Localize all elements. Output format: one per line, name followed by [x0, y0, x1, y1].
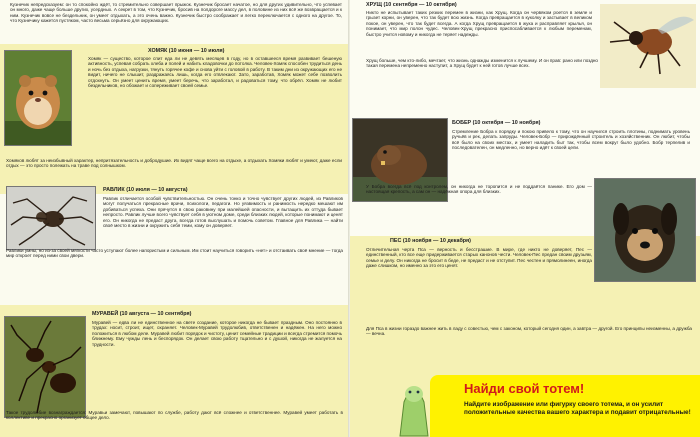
ant-tail: Такое трудолюбие вознаграждается: Муравьи замечают, повышают по службе, работу дают всё сложнее и ответственнее. Муравей умеет работать в коллективе и прекрасно организует общее дело. [6, 410, 343, 421]
dog-tail: Для Пса в жизни гораздо важнее жить в ладу с совестью, чем с законом, который сегодня один, а завтра — другой. Его принципы неизменны, а дружба — вечна. [366, 326, 692, 337]
totem-figurine [394, 372, 434, 437]
spider-title: РАВЛИК (10 июля — 10 августа) [103, 187, 188, 193]
spider-photo [6, 186, 96, 250]
hamster-text: Хомяк — существо, которое спит еда ли не девять месяцев в году, но в оставшееся время развивает бешеную активность, успевая собрать хлеба и полей и набить кладовочки до потолка. Человек-Хомяк способен трудиться день и ночь без отдыха, нагрузки, тянуть горячее кофе и снова уйти с головой в работу. В таким дни из окружающих его не видит, ничего не слышит, раздражаясь лишь, когда его отвлекают. Зато, заработав, Хомяк может себе позволить отдохнуть. Он умеет ценить время, умеет беречь, что заработал, и радоваться тому, что обрёл. Хомяк не любит бездельников, но обожает и сопереживает своей семье. [88, 56, 342, 89]
ant-text: Муравей — едва ли не единственное на свете создание, которое никогда не бывает праздным. Оно постоянно в трудах: носит, строит, ищет, охраняет. Человек-Муравей трудолюбив, ответственен и надёжен. На него можно положиться в любом деле. Муравей любит порядок и чистоту, ценит семейные традиции и всегда стремится помочь ближнему. Ему чужды лень и беспорядок. Он делает свою работу тщательно и с душой, никогда не жалуется на трудности. [92, 320, 342, 347]
dog-title: ПЕС (10 ноября — 10 декабря) [390, 238, 471, 244]
ant-title: МУРАВЕЙ (10 августа — 10 сентября) [92, 311, 192, 317]
beaver-title: БОБЕР (10 октября — 10 ноября) [452, 120, 541, 126]
ant-photo [4, 316, 86, 418]
right-page [350, 0, 700, 437]
dog-photo [594, 178, 696, 282]
beetle-photo [600, 4, 696, 88]
totem-banner [430, 375, 700, 437]
beaver-tail: У Бобра всегда всё под контролем, он никогда не торопится и не поддаётся панике. Его дом — настоящая крепость, а сам он — надёжная опора для близких. [366, 184, 592, 195]
mole-tail: Хрущ больше, чем кто-либо, мечтает, что жизнь однажды изменится к лучшему. И он прав: рано или поздно такая перемена непременно наступит, а Хрущ будет к ней готов лучше всех. [366, 58, 598, 69]
hamster-title: ХОМЯК (10 июня — 10 июля) [148, 48, 225, 54]
mole-text: Никто не испытывает таких резких перемен в жизни, как Хрущ. Когда он червяком роется в земле и грызет корни, он уверен, что так будет всю жизнь. Когда превращается в куколку и застывает в великом покое, он уверен, что так будет всегда. А когда Хрущ превращается в жука и расправляет крылья, он понимает, что мир полон чудес. Человек-Хрущ прекрасно приспосабливается к любым переменам, быстро учится новому и никогда не теряет надежды. [366, 10, 592, 37]
banner-text: Найдите изображение или фигурку своего тотема, и он усилит положительные качества вашего характера и подавит отрицательные! [464, 401, 691, 417]
mole-title: ХРУЩ (10 сентября — 10 октября) [366, 2, 457, 8]
hamster-photo [4, 50, 72, 146]
spider-tail: Равлики умны, но из-за своей мягкости часто уступают более напористым и сильным. Им стоит научиться говорить «нет» и отстаивать своё мнение — тогда мир откроет перед ними свои двери. [6, 248, 343, 259]
dog-text: Отличительная черта Пса — верность и бесстрашие. В мире, где никто не доверяет, Пес — единственный, кто все еще придерживается старых канонов чести. Человек-Пес предан своим друзьям, семье и делу. Он никогда не бросит в беде, не предаст и не отступит. Пес честен и прямолинеен, иногда даже слишком, но именно за это его ценят. [366, 247, 592, 269]
banner-heading: Найди свой тотем! [464, 381, 585, 396]
spider-text: Равлик отличается особой чувствительностью. Он очень тонко и точно чувствует других людей, из Равликов могут получаться прекрасные врачи, психологи, педагоги. Но уязвимость и ранимость нередко мешают им добиваться успеха. Они прячутся в свою раковину при малейшей опасности, и вытащить их оттуда бывает непросто. Равлик лучше всего чувствует себя в уютном доме, среди близких людей, которые понимают и ценят его. Он никогда не предаст друга, всегда готов выслушать и помочь советом. Главное для Равлика — найти своё место в жизни и окружить себя теми, кому он доверяет. [103, 196, 343, 229]
intro-text: Кузнечик непредсказуем: он то спокойно ждёт, то стремительно совершает прыжок. Кузнечик бросает начатое, но для других удивительно, что успевает он много, даже чаще больше других, усердных. А секрет в том, что Кузнечик, бросив на полдороге массу дел, в половине из них всё же возвращается и к ним. Кузнечик вовсе не бездельник, он умеет отдыхать, а это очень важно. Кузнечик быстро соображает и легко переключается с одного на другое. То, что Кузнечику кажется пустяком, часто весьма серьёзно для окружающих. [10, 2, 342, 24]
hamster-tail: Хомяков любят за неизбывный характер, непритязательность и добродушие. Их видят чаще всего на отдыхе, а отдыхать Хомяки любят и умеют, даже если отдых — это просто полежать на траве под солнышком. [6, 158, 342, 169]
beaver-text: Стремление Бобра к порядку и покою привело к тому, что он научился строить плотины, поднимать уровень ручьёв и рек, делать запруды. Человек-Бобр — прирождённый строитель и хозяйственник. Он любит, чтобы всё было на своих местах, и умеет наладить быт так, чтобы всем вокруг было удобно. Бобр терпелив и последователен, он медленно, но верно идёт к своей цели. [452, 129, 690, 151]
